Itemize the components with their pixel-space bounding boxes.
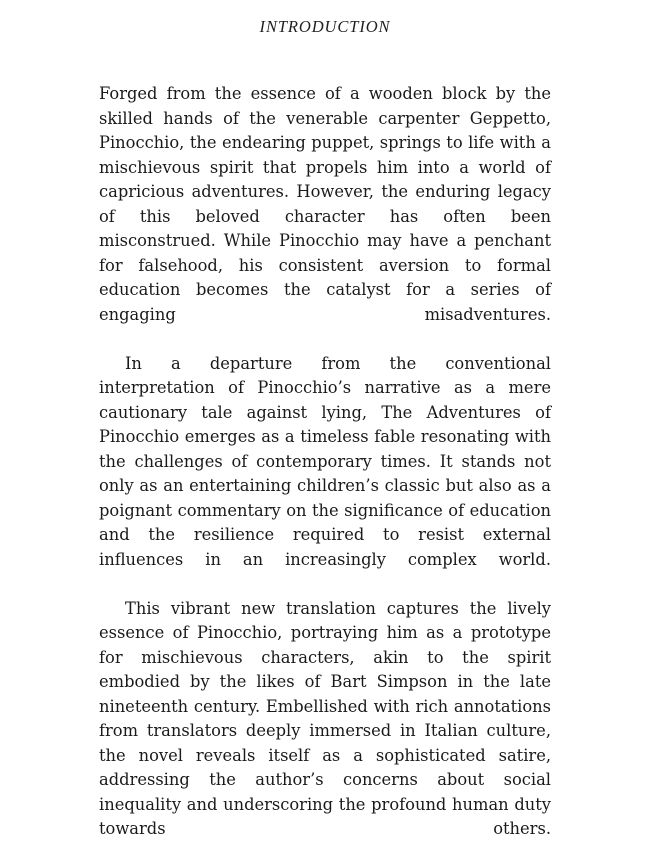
paragraph-2: In a departure from the conventional interpretation of Pinocchio’s narrative as a mere cautionary tale against lying, The Adventures of Pinocchio emerges as a timeless fable resonating with the challenges of contemporary times. It stands not only as an entertaining children’s classic but also as a poignant commentary on the significance of education and the resilience required to resist external influences in an increasingly complex world. [99, 352, 551, 597]
paragraph-3: This vibrant new translation captures the lively essence of Pinocchio, portraying him as a prototype for mischievous characters, akin to the spirit embodied by the likes of Bart Simpson in the late nineteenth century. Embellished with rich annotations from translators deeply immersed in Italian culture, the novel reveals itself as a sophisticated satire, addressing the author’s concerns about social inequality and underscoring the profound human duty towards others. [99, 597, 551, 866]
page-title: INTRODUCTION [0, 17, 650, 37]
body-text-block [99, 82, 551, 866]
paragraph-1: Forged from the essence of a wooden block by the skilled hands of the venerable carpenter Geppetto, Pinocchio, the endearing puppet, springs to life with a mischievous spirit that propels him into a world of capricious adventures. However, the enduring legacy of this beloved character has often been misconstrued. While Pinocchio may have a penchant for falsehood, his consistent aversion to formal education becomes the catalyst for a series of engaging misadventures. [99, 82, 551, 352]
